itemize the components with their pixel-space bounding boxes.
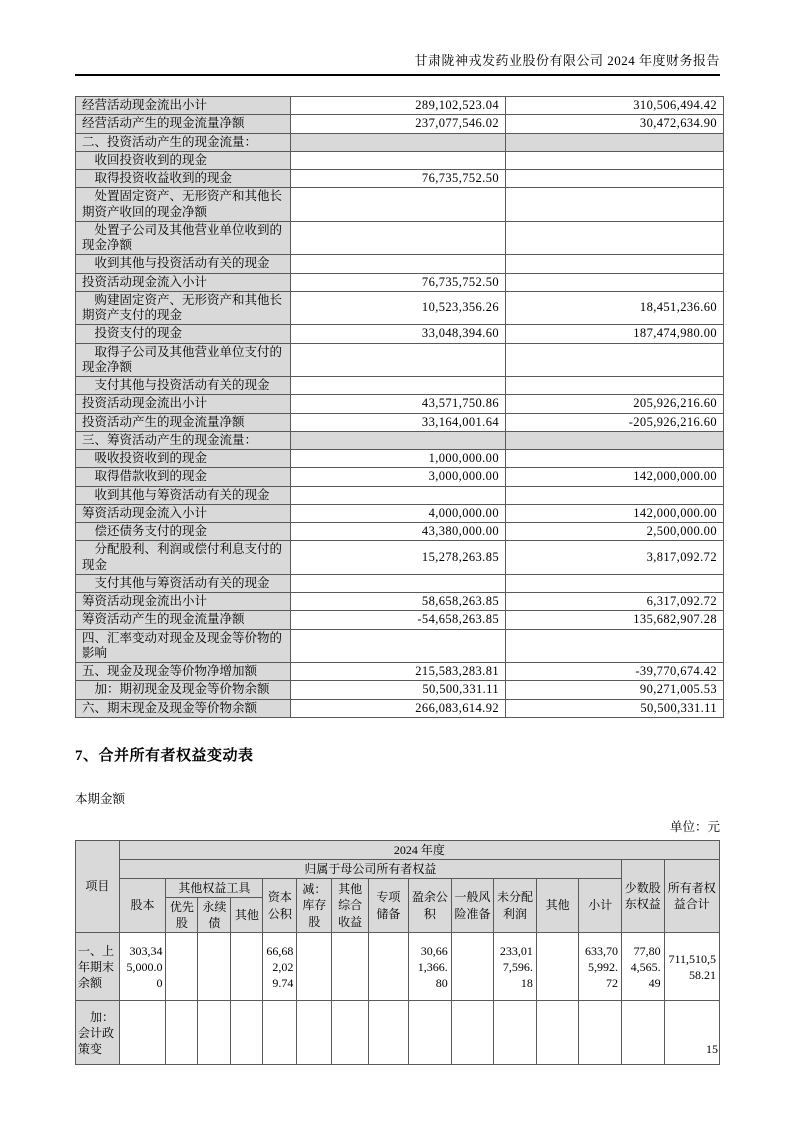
prior-period-value [506, 151, 724, 169]
table-row [76, 486, 724, 504]
prior-period-value: 135,682,907.28 [506, 611, 724, 629]
row-label: 处置子公司及其他营业单位收到的现金净额 [76, 221, 291, 255]
header-capital-reserve: 资本公积 [263, 878, 297, 932]
row-label: 取得子公司及其他营业单位支付的现金净额 [76, 343, 291, 377]
current-period-value [291, 221, 506, 255]
prior-period-value: 3,817,092.72 [506, 541, 724, 575]
current-period-value: 1,000,000.00 [291, 450, 506, 468]
row-label: 处置固定资产、无形资产和其他长期资产收回的现金净额 [76, 188, 291, 222]
header-preferred-shares: 优先股 [166, 897, 198, 932]
equity-cell: 77,804,565.49 [622, 933, 665, 1001]
current-period-value: 58,658,263.85 [291, 593, 506, 611]
row-label: 收到其他与投资活动有关的现金 [76, 255, 291, 273]
unit-label: 单位：元 [669, 819, 720, 834]
header-item: 项目 [76, 840, 120, 932]
row-label: 三、筹资活动产生的现金流量： [76, 431, 291, 449]
header-other-comprehensive-income: 其他综合收益 [332, 878, 368, 932]
row-label: 四、汇率变动对现金及现金等价物的影响 [76, 629, 291, 663]
equity-cell [332, 933, 368, 1001]
prior-period-value [506, 273, 724, 291]
header-special-reserve: 专项储备 [368, 878, 408, 932]
current-period-value: 33,048,394.60 [291, 325, 506, 343]
row-label: 支付其他与投资活动有关的现金 [76, 377, 291, 395]
prior-period-value: 30,472,634.90 [506, 115, 724, 133]
table-row [76, 699, 724, 717]
equity-row-prior-year-end [76, 933, 720, 1001]
row-label: 取得借款收到的现金 [76, 468, 291, 486]
current-period-value: 4,000,000.00 [291, 504, 506, 522]
equity-cell [198, 933, 231, 1001]
equity-cell: 711,510,558.21 [664, 933, 719, 1001]
header-subtotal: 小计 [579, 878, 622, 932]
current-period-value: 10,523,356.26 [291, 291, 506, 325]
row-label: 筹资活动现金流出小计 [76, 593, 291, 611]
header-retained-earnings: 未分配利润 [494, 878, 537, 932]
row-label: 投资支付的现金 [76, 325, 291, 343]
equity-cell [579, 1001, 622, 1065]
equity-cell: 233,017,596.18 [494, 933, 537, 1001]
header-parent-equity: 归属于母公司所有者权益 [119, 859, 621, 878]
table-section-row [76, 133, 724, 151]
prior-period-value [506, 170, 724, 188]
current-period-value [291, 486, 506, 504]
table-row [76, 395, 724, 413]
row-label: 六、期末现金及现金等价物余额 [76, 699, 291, 717]
row-label: 取得投资收益收到的现金 [76, 170, 291, 188]
table-section-row [76, 431, 724, 449]
prior-period-value: 310,506,494.42 [506, 97, 724, 115]
table-row [76, 273, 724, 291]
equity-header-row-year [76, 840, 720, 859]
header-minority-interest: 少数股东权益 [622, 859, 665, 932]
table-row [76, 629, 724, 663]
equity-cell [332, 1001, 368, 1065]
equity-change-table [75, 840, 720, 1065]
page-number: 15 [706, 1042, 718, 1056]
current-period-value: 76,735,752.50 [291, 170, 506, 188]
equity-cell [368, 1001, 408, 1065]
row-label: 筹资活动产生的现金流量净额 [76, 611, 291, 629]
table-row [76, 541, 724, 575]
table-row [76, 255, 724, 273]
table-row [76, 325, 724, 343]
prior-period-value [506, 133, 724, 151]
row-label: 加：会计政策变 [76, 1001, 120, 1065]
current-period-value [291, 629, 506, 663]
row-label: 收到其他与筹资活动有关的现金 [76, 486, 291, 504]
table-row [76, 97, 724, 115]
current-period-value: 289,102,523.04 [291, 97, 506, 115]
header-other-equity-instruments: 其他权益工具 [166, 878, 263, 897]
table-row [76, 663, 724, 681]
equity-cell: 633,705,992.72 [579, 933, 622, 1001]
table-row [76, 115, 724, 133]
equity-cell [166, 1001, 198, 1065]
current-period-value: 33,164,001.64 [291, 413, 506, 431]
equity-cell [263, 1001, 297, 1065]
header-treasury-stock: 减：库存股 [297, 878, 332, 932]
prior-period-value: -205,926,216.60 [506, 413, 724, 431]
current-period-value: 76,735,752.50 [291, 273, 506, 291]
prior-period-value: 50,500,331.11 [506, 699, 724, 717]
equity-cell [231, 933, 263, 1001]
current-period-value: 237,077,546.02 [291, 115, 506, 133]
row-label: 投资活动产生的现金流量净额 [76, 413, 291, 431]
current-period-value: 43,571,750.86 [291, 395, 506, 413]
table-row [76, 574, 724, 592]
table-row [76, 681, 724, 699]
prior-period-value [506, 343, 724, 377]
current-period-value [291, 151, 506, 169]
current-period-value [291, 188, 506, 222]
equity-header-row-group [76, 859, 720, 878]
equity-cell [166, 933, 198, 1001]
equity-cell: 66,682,029.74 [263, 933, 297, 1001]
row-label: 支付其他与筹资活动有关的现金 [76, 574, 291, 592]
prior-period-value [506, 431, 724, 449]
row-label: 二、投资活动产生的现金流量： [76, 133, 291, 151]
header-other-instrument: 其他 [231, 897, 263, 932]
table-row [76, 377, 724, 395]
current-period-value [291, 133, 506, 151]
table-row [76, 343, 724, 377]
prior-period-value: 187,474,980.00 [506, 325, 724, 343]
table-row [76, 170, 724, 188]
current-period-value [291, 255, 506, 273]
table-row [76, 504, 724, 522]
row-label: 分配股利、利润或偿付利息支付的现金 [76, 541, 291, 575]
equity-cell [622, 1001, 665, 1065]
prior-period-value [506, 188, 724, 222]
current-period-value: 215,583,283.81 [291, 663, 506, 681]
cash-flow-table [75, 96, 724, 718]
header-year: 2024 年度 [119, 840, 719, 859]
equity-cell [198, 1001, 231, 1065]
prior-period-value: 6,317,092.72 [506, 593, 724, 611]
header-share-capital: 股本 [119, 878, 166, 932]
table-row [76, 291, 724, 325]
prior-period-value: 142,000,000.00 [506, 504, 724, 522]
table-row [76, 221, 724, 255]
report-header-title: 甘肃陇神戎发药业股份有限公司 2024 年度财务报告 [75, 50, 720, 76]
prior-period-value [506, 486, 724, 504]
period-label: 本期金额 [75, 791, 126, 806]
row-label: 五、现金及现金等价物净增加额 [76, 663, 291, 681]
header-other: 其他 [536, 878, 579, 932]
prior-period-value: 90,271,005.53 [506, 681, 724, 699]
equity-cell [119, 1001, 166, 1065]
prior-period-value [506, 221, 724, 255]
prior-period-value: -39,770,674.42 [506, 663, 724, 681]
table-row [76, 611, 724, 629]
current-period-value: 3,000,000.00 [291, 468, 506, 486]
current-period-value [291, 377, 506, 395]
equity-cell: 303,345,000.00 [119, 933, 166, 1001]
row-label: 购建固定资产、无形资产和其他长期资产支付的现金 [76, 291, 291, 325]
header-total-equity: 所有者权益合计 [664, 859, 719, 932]
header-perpetual-bonds: 永续债 [198, 897, 231, 932]
row-label: 经营活动产生的现金流量净额 [76, 115, 291, 133]
equity-cell [536, 933, 579, 1001]
current-period-value: 43,380,000.00 [291, 523, 506, 541]
header-general-risk-reserve: 一般风险准备 [451, 878, 494, 932]
row-label: 加：期初现金及现金等价物余额 [76, 681, 291, 699]
row-label: 收回投资收到的现金 [76, 151, 291, 169]
equity-cell [451, 1001, 494, 1065]
section-title: 7、合并所有者权益变动表 [75, 747, 254, 764]
table-row [76, 188, 724, 222]
header-surplus-reserve: 盈余公积 [409, 878, 452, 932]
table-row [76, 151, 724, 169]
prior-period-value [506, 377, 724, 395]
current-period-value [291, 574, 506, 592]
current-period-value [291, 431, 506, 449]
current-period-value: -54,658,263.85 [291, 611, 506, 629]
prior-period-value [506, 255, 724, 273]
prior-period-value [506, 450, 724, 468]
equity-cell [368, 933, 408, 1001]
prior-period-value: 2,500,000.00 [506, 523, 724, 541]
equity-cell [536, 1001, 579, 1065]
equity-cell [231, 1001, 263, 1065]
equity-row-policy-change [76, 1001, 720, 1065]
row-label: 投资活动现金流入小计 [76, 273, 291, 291]
table-row [76, 468, 724, 486]
equity-cell: 30,661,366.80 [409, 933, 452, 1001]
equity-cell [451, 933, 494, 1001]
table-row [76, 413, 724, 431]
current-period-value: 50,500,331.11 [291, 681, 506, 699]
row-label: 筹资活动现金流入小计 [76, 504, 291, 522]
row-label: 投资活动现金流出小计 [76, 395, 291, 413]
row-label: 一、上年期末余额 [76, 933, 120, 1001]
current-period-value: 266,083,614.92 [291, 699, 506, 717]
current-period-value [291, 343, 506, 377]
equity-cell [409, 1001, 452, 1065]
prior-period-value: 205,926,216.60 [506, 395, 724, 413]
row-label: 吸收投资收到的现金 [76, 450, 291, 468]
prior-period-value: 18,451,236.60 [506, 291, 724, 325]
prior-period-value [506, 574, 724, 592]
table-row [76, 450, 724, 468]
table-row [76, 593, 724, 611]
row-label: 偿还债务支付的现金 [76, 523, 291, 541]
current-period-value: 15,278,263.85 [291, 541, 506, 575]
table-row [76, 523, 724, 541]
prior-period-value [506, 629, 724, 663]
equity-cell [494, 1001, 537, 1065]
prior-period-value: 142,000,000.00 [506, 468, 724, 486]
equity-cell [297, 933, 332, 1001]
row-label: 经营活动现金流出小计 [76, 97, 291, 115]
equity-cell [297, 1001, 332, 1065]
